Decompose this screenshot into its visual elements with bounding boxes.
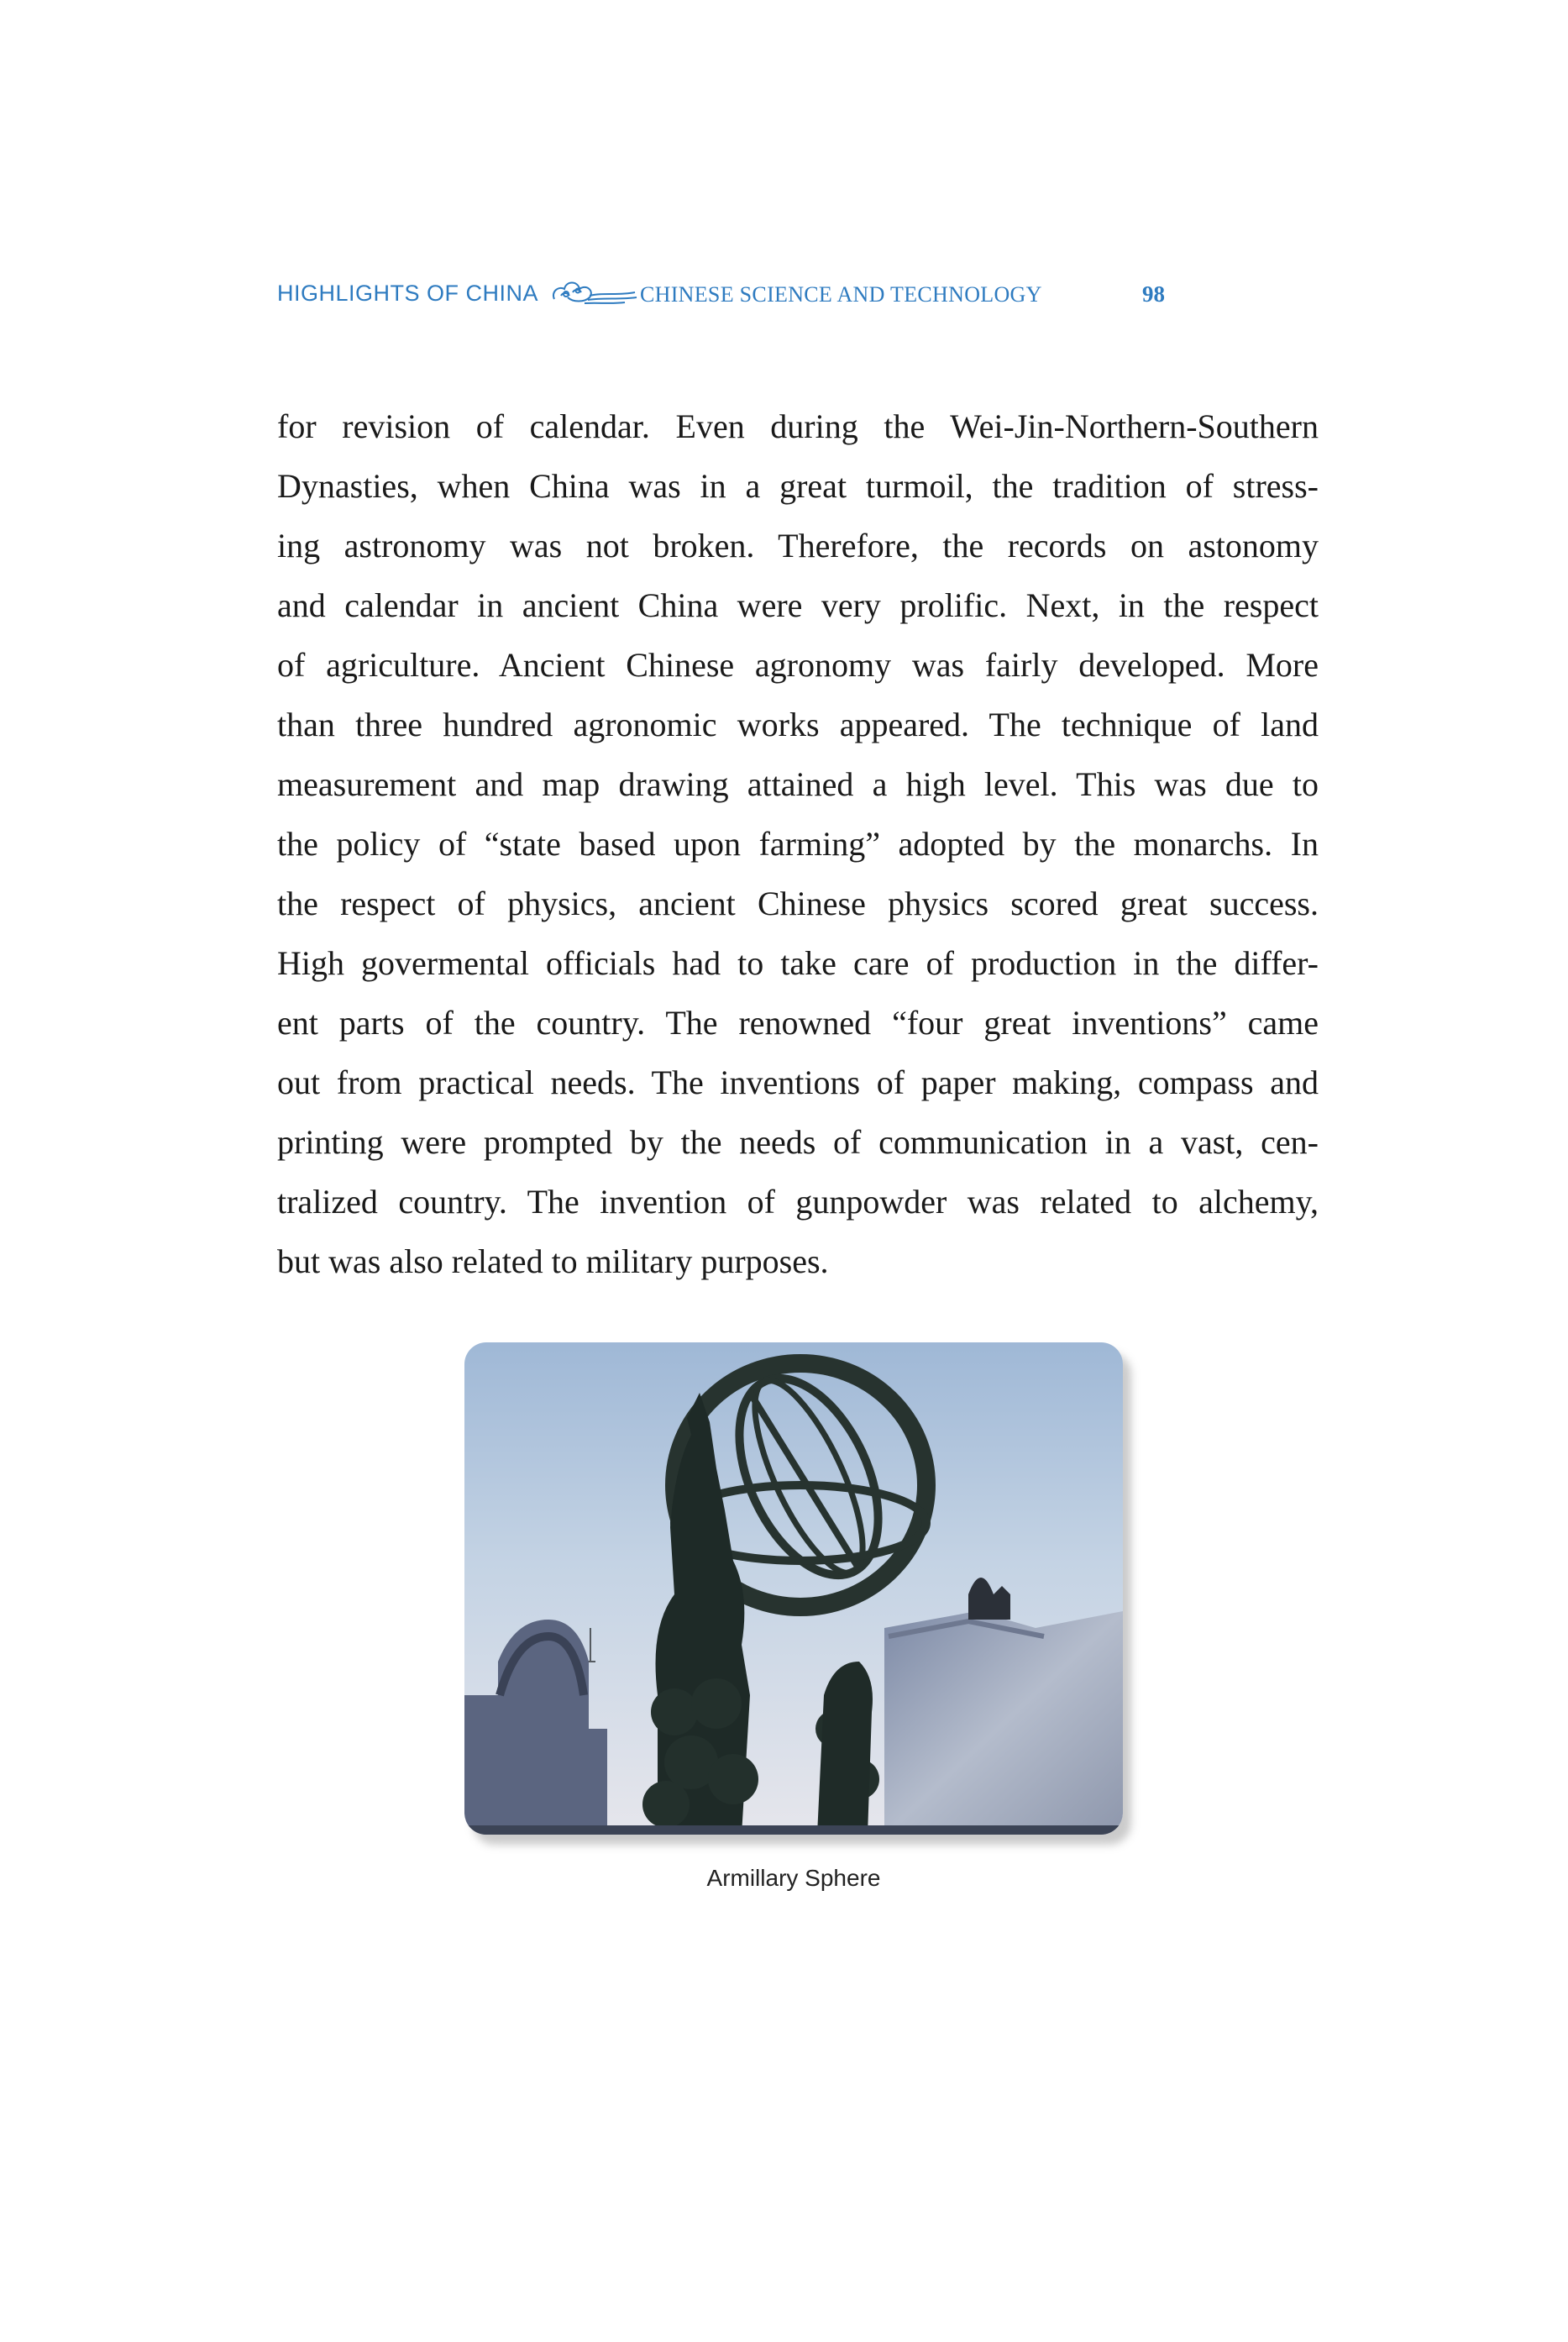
text-line: the policy of “state based upon farming” adopted by the monarchs. In <box>277 825 1319 863</box>
section-title: CHINESE SCIENCE AND TECHNOLOGY <box>640 282 1042 307</box>
text-line: printing were prompted by the needs of communication in a vast, cen- <box>277 1123 1319 1161</box>
text-line: for revision of calendar. Even during the Wei-Jin-Northern-Southern <box>277 407 1319 445</box>
text-line: the respect of physics, ancient Chinese physics scored great success. <box>277 885 1319 922</box>
text-line: ent parts of the country. The renowned “four great inventions” came <box>277 1004 1319 1042</box>
text-line: out from practical needs. The inventions of paper making, compass and <box>277 1063 1319 1101</box>
text-line: Dynasties, when China was in a great turmoil, the tradition of stress- <box>277 467 1319 505</box>
text-line: measurement and map drawing attained a high level. This was due to <box>277 765 1319 803</box>
text-line: tralized country. The invention of gunpowder was related to alchemy, <box>277 1183 1319 1221</box>
body-paragraph <box>277 396 1319 1291</box>
text-line: ing astronomy was not broken. Therefore, the records on astonomy <box>277 527 1319 564</box>
book-title: HIGHLIGHTS OF CHINA <box>277 281 539 306</box>
text-line: High govermental officials had to take care of production in the differ- <box>277 944 1319 982</box>
armillary-sphere-photo <box>464 1342 1123 1835</box>
running-header <box>277 274 1184 316</box>
text-line: and calendar in ancient China were very prolific. Next, in the respect <box>277 586 1319 624</box>
figure-caption: Armillary Sphere <box>706 1865 881 1891</box>
text-line: than three hundred agronomic works appeared. The technique of land <box>277 706 1319 743</box>
auspicious-cloud-icon <box>548 274 640 311</box>
text-line: of agriculture. Ancient Chinese agronomy was fairly developed. More <box>277 646 1319 684</box>
text-line: but was also related to military purposes. <box>277 1242 829 1280</box>
page-number: 98 <box>1142 281 1165 307</box>
